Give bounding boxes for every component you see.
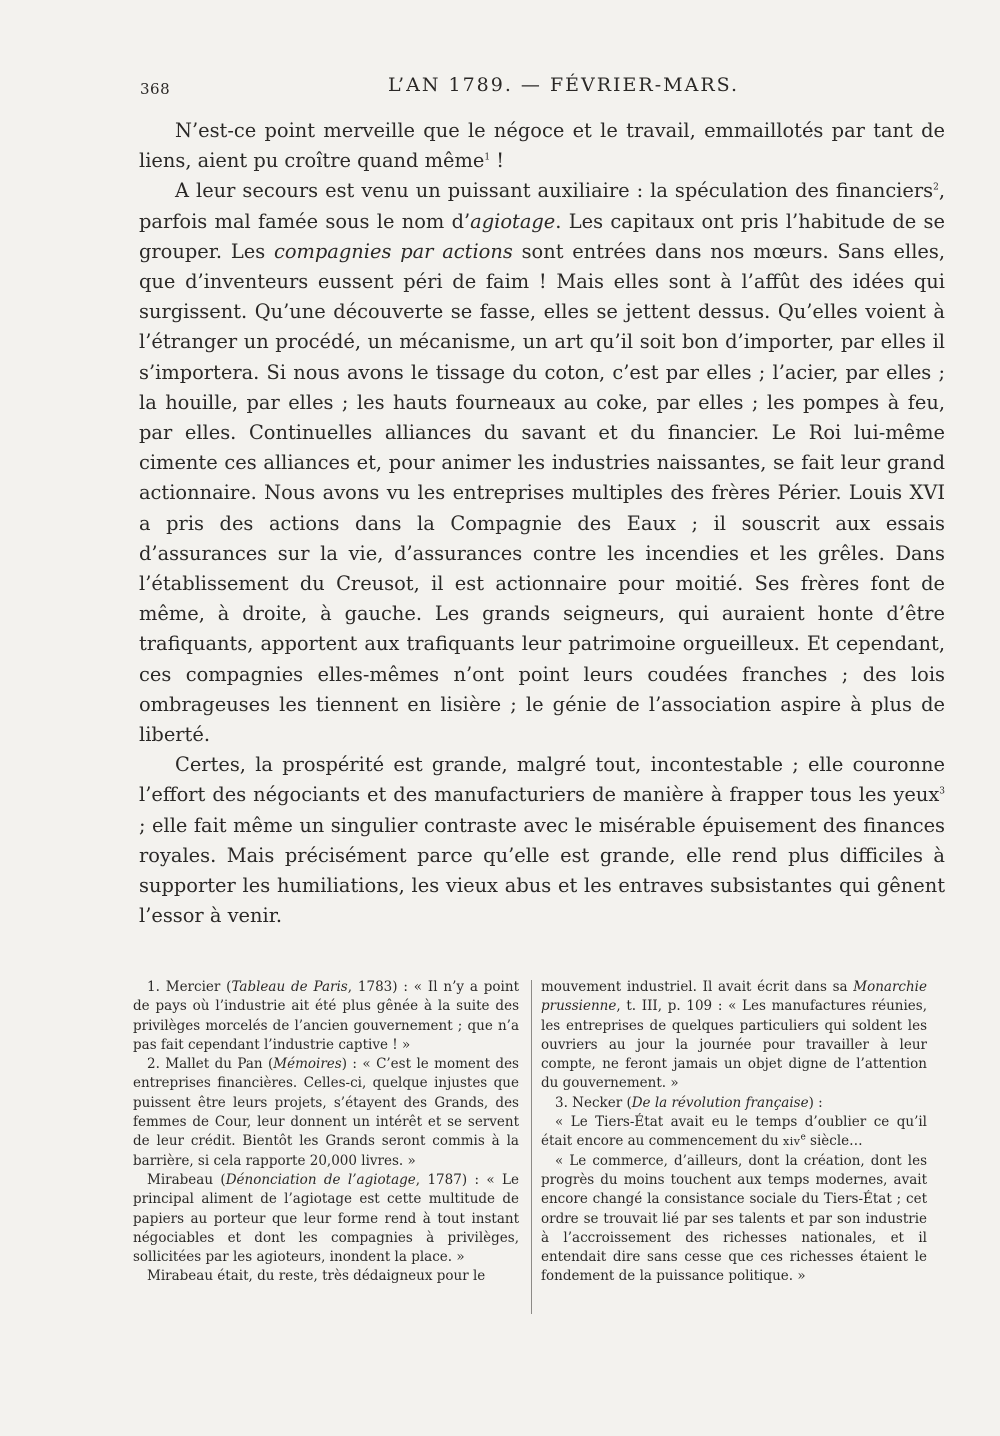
paragraph: N’est-ce point merveille que le négoce et le travail, emmaillotés par tant de liens, aient pu croître quand même$^1$ ! — [139, 119, 945, 173]
footnotes — [133, 978, 941, 1318]
paragraph: A leur secours est venu un puissant auxiliaire : la spéculation des financiers$^2$, parfois mal famée sous le nom d’agiotage. Les capitaux ont pris l’habitude de se grouper. Les compagnies par actions sont entrées dans nos mœurs. Sans elles, que d’inventeurs eussent péri de faim ! Mais elles sont à l’affût des idées qui surgissent. Qu’une découverte se fasse, elles se jettent dessus. Qu’elles voient à l’étranger un procédé, un mécanisme, un art qu’il soit bon d’importer, par elles il s’importera. Si nous avons le tissage du coton, c’est par elles ; l’acier, par elles ; la houille, par elles ; les hauts fourneaux au coke, par elles ; les pompes à feu, par elles. Continuelles alliances du savant et du financier. Le Roi lui-même cimente ces alliances et, pour animer les industries naissantes, se fait leur grand actionnaire. Nous avons vu les entreprises multiples des frères Périer. Louis XVI a pris des actions dans la Compagnie des Eaux ; il souscrit aux essais d’assurances sur la vie, d’assurances contre les incendies et les grêles. Dans l’établissement du Creusot, il est actionnaire pour moitié. Ses frères font de même, à droite, à gauche. Les grands seigneurs, qui auraient honte d’être trafiquants, apportent aux trafiquants leur patrimoine orgueilleux. Et cependant, ces compagnies elles-mêmes n’ont point leurs coudées franches ; des lois ombrageuses les tiennent en lisière ; le génie de l’association aspire à plus de liberté. — [139, 179, 945, 747]
footnote: 2. Mallet du Pan (Mémoires) : « C’est le moment des entreprises financières. Celles-ci, quelque injustes que puissent être leurs projets, s’étayent des Grands, des femmes de Cour, leur donnent un intérêt et se servent de leur crédit. Bientôt les Grands seront commis à la barrière, si cela rapporte 20,000 livres. » — [133, 1056, 519, 1169]
footnote-column-right — [541, 978, 927, 1287]
page-header — [140, 74, 945, 102]
page-number: 368 — [140, 80, 171, 98]
italic-term: compagnies par actions — [273, 239, 513, 263]
footnote: 1. Mercier (Tableau de Paris, 1783) : « Il n’y a point de pays où l’industrie ait été plus gênée à la suite des privilèges morcelés de l’ancien gouvernement ; que n’a pas fait cependant l’industrie captive ! » — [133, 979, 519, 1053]
footnote-column-left — [133, 978, 519, 1287]
footnote: mouvement industriel. Il avait écrit dans sa Monarchie prussienne, t. III, p. 109 : « Les manufactures réunies, les entreprises de quelques particuliers qui soldent les ouvriers au jour la journée pour travailler à leur compte, ne feront jamais un objet digne de l’attention du gouvernement. » — [541, 979, 927, 1092]
footnote: Mirabeau était, du reste, très dédaigneux pour le — [147, 1268, 486, 1285]
footnote: « Le commerce, d’ailleurs, dont la création, dont les progrès du moins touchent aux temps modernes, avait encore changé la consistance sociale du Tiers-État ; cet ordre se trouvait lié par ses talents et par son industrie à l’accroissement des richesses nationales, et il entendait dire sans cesse que ces richesses étaient le fondement de la puissance politique. » — [541, 1152, 927, 1285]
footnote-ref: 1 — [484, 152, 491, 163]
italic-term: agiotage — [470, 209, 556, 233]
main-text — [139, 116, 945, 931]
footnote-ref: 3 — [939, 787, 945, 797]
footnote: « Le Tiers-État avait eu le temps d’oublier ce qu’il était encore au commencement du xiv$^e$ siècle… — [541, 1114, 927, 1150]
footnote-ref: 2 — [933, 182, 939, 193]
running-head: L’AN 1789. — FÉVRIER-MARS. — [388, 74, 739, 96]
footnote: 3. Necker (De la révolution française) : — [555, 1094, 823, 1111]
footnote: Mirabeau (Dénonciation de l’agiotage, 1787) : « Le principal aliment de l’agiotage est cette multitude de papiers au porteur que leur forme rend à tout instant négociables et dont les compagnies à privilèges, sollicitées par les agioteurs, inondent la place. » — [133, 1171, 520, 1266]
column-divider — [531, 980, 532, 1314]
paragraph: Certes, la prospérité est grande, malgré tout, incontestable ; elle couronne l’effort des négociants et des manufacturiers de manière à frapper tous les yeux$^3$ ; elle fait même un singulier contraste avec le misérable épuisement des finances royales. Mais précisément parce qu’elle est grande, elle rend plus difficiles à supporter les humiliations, les vieux abus et les entraves subsistantes qui gênent l’essor à venir. — [139, 753, 945, 928]
